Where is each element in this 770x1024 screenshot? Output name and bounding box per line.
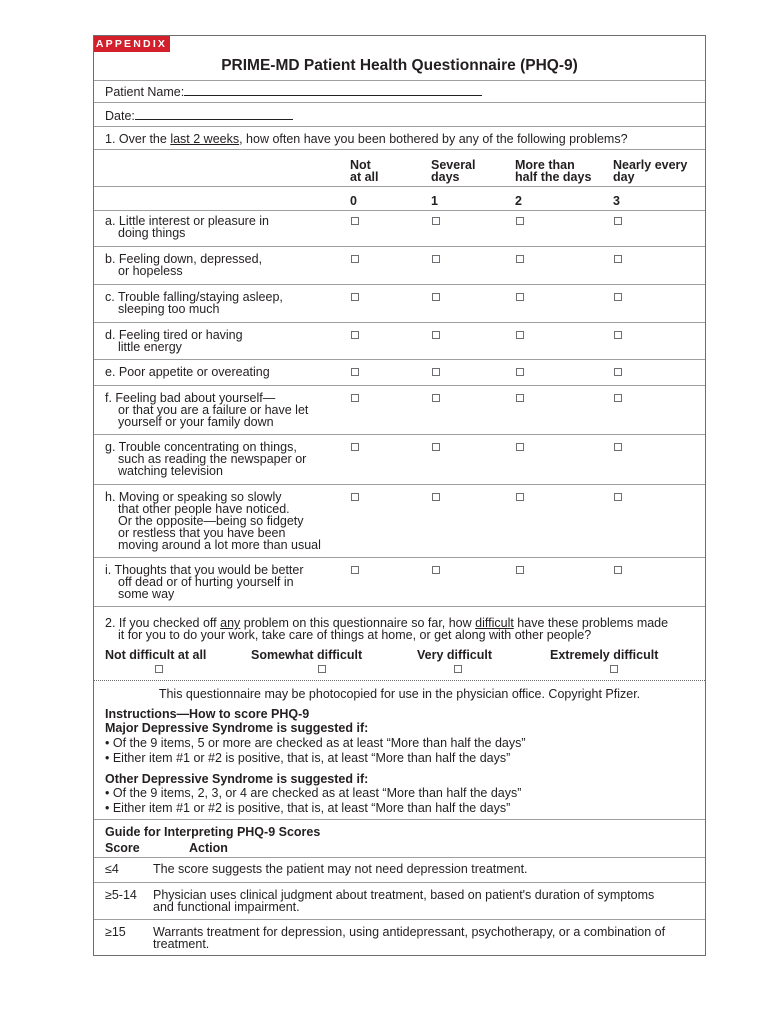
item-checkbox-score-3[interactable]	[614, 443, 622, 451]
date-label: Date:	[105, 109, 135, 123]
guide-title: Guide for Interpreting PHQ-9 Scores	[105, 825, 321, 839]
symptom-item	[105, 253, 262, 277]
item-checkbox-score-0[interactable]	[351, 443, 359, 451]
item-checkbox-score-1[interactable]	[432, 443, 440, 451]
column-header-more-than-half: More than half the days	[515, 158, 592, 184]
patient-name-field[interactable]	[184, 86, 482, 96]
symptom-item	[105, 329, 243, 353]
item-checkbox-score-0[interactable]	[351, 566, 359, 574]
symptom-item	[105, 291, 283, 315]
symptom-item-text: a. Little interest or pleasure in	[105, 214, 269, 228]
item-checkbox-score-2[interactable]	[516, 443, 524, 451]
column-header-several-days: Several days	[431, 158, 476, 184]
symptom-item-text: sleeping too much	[118, 302, 220, 316]
item-checkbox-score-2[interactable]	[516, 293, 524, 301]
symptom-item	[105, 564, 304, 600]
item-checkbox-score-3[interactable]	[614, 293, 622, 301]
item-checkbox-score-0[interactable]	[351, 368, 359, 376]
guide-action-high: Warrants treatment for depression, using antidepressant, psychotherapy, or a combination of treatment.	[153, 925, 666, 951]
symptom-item-text: that other people have noticed.	[118, 502, 290, 516]
item-checkbox-score-3[interactable]	[614, 217, 622, 225]
score-3: 3	[613, 194, 620, 208]
item-checkbox-score-1[interactable]	[432, 394, 440, 402]
item-checkbox-score-3[interactable]	[614, 368, 622, 376]
difficulty-not-difficult-checkbox[interactable]	[155, 665, 163, 673]
symptom-item	[105, 441, 306, 477]
item-checkbox-score-0[interactable]	[351, 493, 359, 501]
guide-action-header: Action	[189, 841, 228, 855]
symptom-item	[105, 215, 269, 239]
symptom-item-text: c. Trouble falling/staying asleep,	[105, 290, 283, 304]
other-syndrome-title: Other Depressive Syndrome is suggested if:	[105, 772, 369, 786]
major-syndrome-title: Major Depressive Syndrome is suggested if:	[105, 721, 369, 735]
item-checkbox-score-2[interactable]	[516, 255, 524, 263]
item-checkbox-score-2[interactable]	[516, 331, 524, 339]
symptom-item-text: off dead or of hurting yourself in	[118, 575, 294, 589]
item-checkbox-score-0[interactable]	[351, 394, 359, 402]
item-checkbox-score-1[interactable]	[432, 368, 440, 376]
symptom-item	[105, 392, 308, 428]
symptom-item-text: moving around a lot more than usual	[118, 538, 321, 552]
symptom-item-text: watching television	[118, 464, 223, 478]
item-checkbox-score-3[interactable]	[614, 493, 622, 501]
item-checkbox-score-1[interactable]	[432, 566, 440, 574]
major-criterion-1: • Of the 9 items, 5 or more are checked as at least “More than half the days”	[105, 736, 526, 750]
difficulty-very-label: Very difficult	[417, 648, 493, 662]
symptom-item-text: g. Trouble concentrating on things,	[105, 440, 297, 454]
question-1: 1. Over the last 2 weeks, how often have you been bothered by any of the following problems?	[105, 132, 628, 146]
other-criterion-2: • Either item #1 or #2 is positive, that is, at least “More than half the days”	[105, 801, 511, 815]
symptom-item-text: such as reading the newspaper or	[118, 452, 307, 466]
item-checkbox-score-1[interactable]	[432, 293, 440, 301]
difficulty-somewhat-label: Somewhat difficult	[251, 648, 363, 662]
symptom-item-text: i. Thoughts that you would be better	[105, 563, 304, 577]
symptom-item-text: f. Feeling bad about yourself—	[105, 391, 276, 405]
symptom-item-text: some way	[118, 587, 175, 601]
guide-action-low: The score suggests the patient may not need depression treatment.	[153, 862, 528, 876]
item-checkbox-score-3[interactable]	[614, 394, 622, 402]
item-checkbox-score-1[interactable]	[432, 493, 440, 501]
date-field[interactable]	[135, 110, 293, 120]
item-checkbox-score-3[interactable]	[614, 331, 622, 339]
symptom-item-text: or restless that you have been	[118, 526, 286, 540]
symptom-item-text: yourself or your family down	[118, 415, 274, 429]
symptom-item-text: e. Poor appetite or overeating	[105, 365, 270, 379]
date-row	[105, 110, 293, 122]
guide-action-mid: Physician uses clinical judgment about treatment, based on patient's duration of symptoms and functional impairment.	[153, 888, 655, 914]
appendix-tag: APPENDIX	[93, 36, 170, 52]
difficulty-not-difficult-label: Not difficult at all	[105, 648, 207, 662]
column-header-not-at-all: Not at all	[350, 158, 379, 184]
instructions-title: Instructions—How to score PHQ-9	[105, 707, 310, 721]
page-title: PRIME-MD Patient Health Questionnaire (PHQ-9)	[221, 57, 578, 74]
item-checkbox-score-1[interactable]	[432, 255, 440, 263]
symptom-item-text: or that you are a failure or have let	[118, 403, 309, 417]
other-criterion-1: • Of the 9 items, 2, 3, or 4 are checked as at least “More than half the days”	[105, 786, 522, 800]
item-checkbox-score-2[interactable]	[516, 217, 524, 225]
item-checkbox-score-0[interactable]	[351, 293, 359, 301]
difficulty-extremely-checkbox[interactable]	[610, 665, 618, 673]
guide-score-high: ≥15	[105, 925, 126, 939]
difficulty-very-checkbox[interactable]	[454, 665, 462, 673]
column-header-nearly-every-day: Nearly every day	[613, 158, 688, 184]
symptom-item-text: or hopeless	[118, 264, 183, 278]
symptom-item-text: b. Feeling down, depressed,	[105, 252, 263, 266]
guide-score-header: Score	[105, 841, 140, 855]
item-checkbox-score-0[interactable]	[351, 255, 359, 263]
item-checkbox-score-3[interactable]	[614, 566, 622, 574]
symptom-item-text: d. Feeling tired or having	[105, 328, 243, 342]
item-checkbox-score-2[interactable]	[516, 394, 524, 402]
item-checkbox-score-2[interactable]	[516, 493, 524, 501]
symptom-item	[105, 366, 270, 378]
difficulty-somewhat-checkbox[interactable]	[318, 665, 326, 673]
guide-score-low: ≤4	[105, 862, 119, 876]
patient-name-row	[105, 86, 482, 98]
item-checkbox-score-1[interactable]	[432, 217, 440, 225]
symptom-item-text: doing things	[118, 226, 186, 240]
guide-score-mid: ≥5-14	[105, 888, 137, 902]
item-checkbox-score-0[interactable]	[351, 331, 359, 339]
symptom-item	[105, 491, 321, 551]
item-checkbox-score-1[interactable]	[432, 331, 440, 339]
item-checkbox-score-0[interactable]	[351, 217, 359, 225]
item-checkbox-score-3[interactable]	[614, 255, 622, 263]
item-checkbox-score-2[interactable]	[516, 368, 524, 376]
score-1: 1	[431, 194, 438, 208]
major-criterion-2: • Either item #1 or #2 is positive, that is, at least “More than half the days”	[105, 751, 511, 765]
score-0: 0	[350, 194, 357, 208]
symptom-item-text: h. Moving or speaking so slowly	[105, 490, 282, 504]
question-2: 2. If you checked off any problem on this questionnaire so far, how difficult have these problems made it for you to do your work, take care of things at home, or get along with other people?	[105, 616, 669, 642]
score-2: 2	[515, 194, 522, 208]
symptom-item-text: Or the opposite—being so fidgety	[118, 514, 304, 528]
copyright-note: This questionnaire may be photocopied for use in the physician office. Copyright Pfizer.	[158, 687, 641, 701]
patient-name-label: Patient Name:	[105, 85, 185, 99]
difficulty-extremely-label: Extremely difficult	[550, 648, 659, 662]
symptom-item-text: little energy	[118, 340, 182, 354]
item-checkbox-score-2[interactable]	[516, 566, 524, 574]
